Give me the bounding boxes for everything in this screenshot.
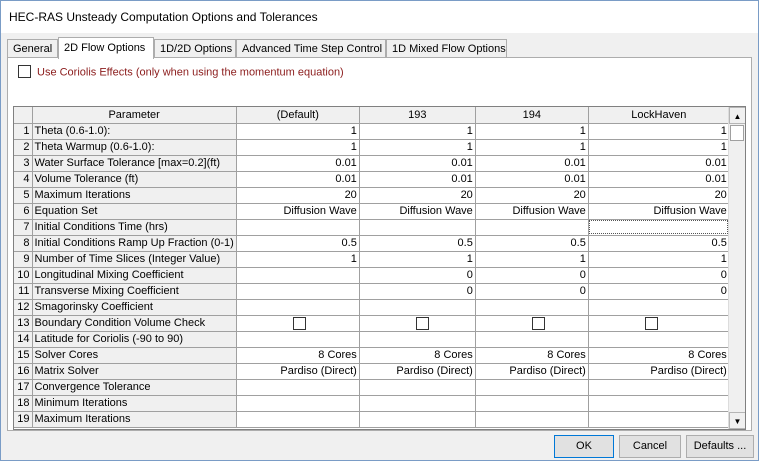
parameter-name: Convergence Tolerance [32, 379, 236, 395]
value-cell-default[interactable] [236, 315, 359, 331]
column-header-default[interactable]: (Default) [236, 107, 359, 123]
row-number[interactable]: 2 [14, 139, 32, 155]
volume-check-checkbox[interactable] [645, 317, 658, 330]
value-cell-lockhaven[interactable] [588, 299, 729, 315]
parameters-table [14, 107, 730, 428]
row-number[interactable]: 14 [14, 331, 32, 347]
grid-row [14, 347, 729, 363]
value-cell-194[interactable]: 8 Cores [475, 347, 588, 363]
value-cell-194[interactable] [475, 379, 588, 395]
value-cell-193[interactable] [359, 299, 475, 315]
ok-button[interactable]: OK [554, 435, 614, 458]
grid-row [14, 155, 729, 171]
value-cell-193[interactable]: 1 [359, 123, 475, 139]
row-number[interactable]: 9 [14, 251, 32, 267]
parameter-name: Maximum Iterations [32, 411, 236, 427]
value-cell-lockhaven[interactable]: 1 [588, 139, 729, 155]
parameter-name: Longitudinal Mixing Coefficient [32, 267, 236, 283]
value-cell-194[interactable] [475, 315, 588, 331]
row-number[interactable]: 12 [14, 299, 32, 315]
value-cell-default[interactable]: 1 [236, 139, 359, 155]
value-cell-194[interactable]: 1 [475, 123, 588, 139]
row-number[interactable]: 18 [14, 395, 32, 411]
value-cell-default[interactable]: 8 Cores [236, 347, 359, 363]
grid-row [14, 283, 729, 299]
value-cell-default[interactable]: 0.01 [236, 155, 359, 171]
grid-row [14, 171, 729, 187]
row-number[interactable]: 4 [14, 171, 32, 187]
value-cell-default[interactable] [236, 219, 359, 235]
value-cell-193[interactable]: 0.01 [359, 171, 475, 187]
value-cell-lockhaven[interactable]: Diffusion Wave [588, 203, 729, 219]
value-cell-lockhaven[interactable]: Pardiso (Direct) [588, 363, 729, 379]
row-number[interactable]: 19 [14, 411, 32, 427]
value-cell-194[interactable]: 1 [475, 139, 588, 155]
grid-row [14, 363, 729, 379]
grid-row [14, 139, 729, 155]
column-header-lockhaven[interactable]: LockHaven [588, 107, 729, 123]
grid-row [14, 219, 729, 235]
value-cell-194[interactable]: 0.01 [475, 155, 588, 171]
value-cell-default[interactable] [236, 283, 359, 299]
row-number[interactable]: 16 [14, 363, 32, 379]
value-cell-193[interactable] [359, 411, 475, 427]
value-cell-default[interactable]: 1 [236, 123, 359, 139]
coriolis-option[interactable] [18, 66, 344, 79]
grid-row [14, 187, 729, 203]
value-cell-lockhaven[interactable]: 8 Cores [588, 347, 729, 363]
column-header-193[interactable]: 193 [359, 107, 475, 123]
parameter-name: Volume Tolerance (ft) [32, 171, 236, 187]
vertical-scrollbar[interactable] [728, 107, 745, 429]
tab-general[interactable]: General [7, 39, 58, 58]
value-cell-default[interactable]: 0.01 [236, 171, 359, 187]
value-cell-193[interactable]: 0 [359, 283, 475, 299]
value-cell-194[interactable]: Diffusion Wave [475, 203, 588, 219]
scroll-thumb[interactable] [730, 125, 744, 141]
grid-row [14, 251, 729, 267]
value-cell-default[interactable]: Pardiso (Direct) [236, 363, 359, 379]
value-cell-193[interactable] [359, 379, 475, 395]
value-cell-194[interactable]: 0 [475, 267, 588, 283]
row-number[interactable]: 6 [14, 203, 32, 219]
parameter-name: Boundary Condition Volume Check [32, 315, 236, 331]
value-cell-194[interactable] [475, 395, 588, 411]
row-number[interactable]: 5 [14, 187, 32, 203]
value-cell-lockhaven[interactable] [588, 219, 729, 235]
grid-row [14, 395, 729, 411]
value-cell-default[interactable] [236, 267, 359, 283]
value-cell-lockhaven[interactable] [588, 411, 729, 427]
value-cell-193[interactable]: 0.5 [359, 235, 475, 251]
parameters-grid [13, 106, 746, 430]
value-cell-default[interactable]: Diffusion Wave [236, 203, 359, 219]
value-cell-default[interactable] [236, 299, 359, 315]
tab-strip [7, 37, 752, 58]
value-cell-193[interactable]: 20 [359, 187, 475, 203]
coriolis-label: Use Coriolis Effects (only when using the momentum equation) [37, 66, 344, 79]
value-cell-lockhaven[interactable]: 1 [588, 123, 729, 139]
parameter-name: Latitude for Coriolis (-90 to 90) [32, 331, 236, 347]
volume-check-checkbox[interactable] [416, 317, 429, 330]
value-cell-lockhaven[interactable]: 1 [588, 251, 729, 267]
parameter-name: Number of Time Slices (Integer Value) [32, 251, 236, 267]
value-cell-193[interactable]: 0.01 [359, 155, 475, 171]
parameter-name: Transverse Mixing Coefficient [32, 283, 236, 299]
value-cell-193[interactable]: 0 [359, 267, 475, 283]
value-cell-lockhaven[interactable]: 0 [588, 267, 729, 283]
value-cell-193[interactable] [359, 315, 475, 331]
row-number[interactable]: 13 [14, 315, 32, 331]
row-number[interactable]: 1 [14, 123, 32, 139]
parameter-name: Matrix Solver [32, 363, 236, 379]
grid-row [14, 299, 729, 315]
row-number[interactable]: 8 [14, 235, 32, 251]
parameter-name: Initial Conditions Ramp Up Fraction (0-1) [32, 235, 236, 251]
value-cell-193[interactable]: 8 Cores [359, 347, 475, 363]
parameter-name: Maximum Iterations [32, 187, 236, 203]
value-cell-193[interactable] [359, 395, 475, 411]
value-cell-194[interactable]: 0 [475, 283, 588, 299]
value-cell-194[interactable] [475, 331, 588, 347]
value-cell-lockhaven[interactable] [588, 315, 729, 331]
value-cell-default[interactable] [236, 379, 359, 395]
tab-advanced-time-step-control[interactable]: Advanced Time Step Control [236, 39, 386, 58]
row-number[interactable]: 17 [14, 379, 32, 395]
parameter-name: Initial Conditions Time (hrs) [32, 219, 236, 235]
value-cell-lockhaven[interactable]: 0.01 [588, 171, 729, 187]
value-cell-default[interactable]: 0.5 [236, 235, 359, 251]
value-cell-193[interactable] [359, 219, 475, 235]
scroll-down-arrow-icon[interactable]: ▼ [729, 412, 746, 429]
row-number[interactable]: 15 [14, 347, 32, 363]
value-cell-default[interactable] [236, 411, 359, 427]
value-cell-194[interactable]: 0.5 [475, 235, 588, 251]
value-cell-lockhaven[interactable] [588, 379, 729, 395]
corner-header[interactable] [14, 107, 32, 123]
value-cell-194[interactable]: 20 [475, 187, 588, 203]
value-cell-194[interactable] [475, 219, 588, 235]
grid-row [14, 411, 729, 427]
value-cell-lockhaven[interactable]: 20 [588, 187, 729, 203]
volume-check-checkbox[interactable] [293, 317, 306, 330]
grid-row [14, 235, 729, 251]
tab-2d-flow-options[interactable]: 2D Flow Options [58, 37, 154, 59]
grid-row [14, 315, 729, 331]
value-cell-193[interactable]: 1 [359, 251, 475, 267]
title-bar [1, 1, 758, 33]
grid-row [14, 267, 729, 283]
row-number[interactable]: 7 [14, 219, 32, 235]
value-cell-194[interactable]: 0.01 [475, 171, 588, 187]
value-cell-lockhaven[interactable] [588, 395, 729, 411]
grid-row [14, 331, 729, 347]
value-cell-lockhaven[interactable]: 0 [588, 283, 729, 299]
parameter-name: Equation Set [32, 203, 236, 219]
column-header-parameter[interactable]: Parameter [32, 107, 236, 123]
column-header-194[interactable]: 194 [475, 107, 588, 123]
value-cell-193[interactable]: Pardiso (Direct) [359, 363, 475, 379]
grid-row [14, 203, 729, 219]
row-number[interactable]: 10 [14, 267, 32, 283]
defaults-button[interactable]: Defaults ... [686, 435, 754, 458]
value-cell-193[interactable]: Diffusion Wave [359, 203, 475, 219]
parameter-name: Theta (0.6-1.0): [32, 123, 236, 139]
value-cell-193[interactable]: 1 [359, 139, 475, 155]
window-title: HEC-RAS Unsteady Computation Options and Tolerances [9, 10, 318, 24]
grid-header-row [14, 107, 729, 123]
parameter-name: Minimum Iterations [32, 395, 236, 411]
value-cell-lockhaven[interactable]: 0.5 [588, 235, 729, 251]
volume-check-checkbox[interactable] [532, 317, 545, 330]
tab-1d2d-options[interactable]: 1D/2D Options [154, 39, 236, 58]
row-number[interactable]: 11 [14, 283, 32, 299]
value-cell-194[interactable] [475, 299, 588, 315]
cancel-button[interactable]: Cancel [619, 435, 681, 458]
value-cell-193[interactable] [359, 331, 475, 347]
value-cell-lockhaven[interactable]: 0.01 [588, 155, 729, 171]
parameter-name: Solver Cores [32, 347, 236, 363]
grid-row [14, 379, 729, 395]
value-cell-default[interactable]: 20 [236, 187, 359, 203]
scroll-up-arrow-icon[interactable]: ▲ [729, 107, 746, 124]
tab-panel-2d-flow-options [7, 57, 752, 431]
value-cell-194[interactable]: 1 [475, 251, 588, 267]
parameter-name: Theta Warmup (0.6-1.0): [32, 139, 236, 155]
value-cell-default[interactable] [236, 331, 359, 347]
parameter-name: Water Surface Tolerance [max=0.2](ft) [32, 155, 236, 171]
value-cell-194[interactable] [475, 411, 588, 427]
value-cell-default[interactable]: 1 [236, 251, 359, 267]
value-cell-194[interactable]: Pardiso (Direct) [475, 363, 588, 379]
grid-row [14, 123, 729, 139]
coriolis-checkbox[interactable] [18, 65, 31, 78]
value-cell-default[interactable] [236, 395, 359, 411]
value-cell-lockhaven[interactable] [588, 331, 729, 347]
row-number[interactable]: 3 [14, 155, 32, 171]
parameter-name: Smagorinsky Coefficient [32, 299, 236, 315]
tab-1d-mixed-flow-options[interactable]: 1D Mixed Flow Options [386, 39, 507, 58]
